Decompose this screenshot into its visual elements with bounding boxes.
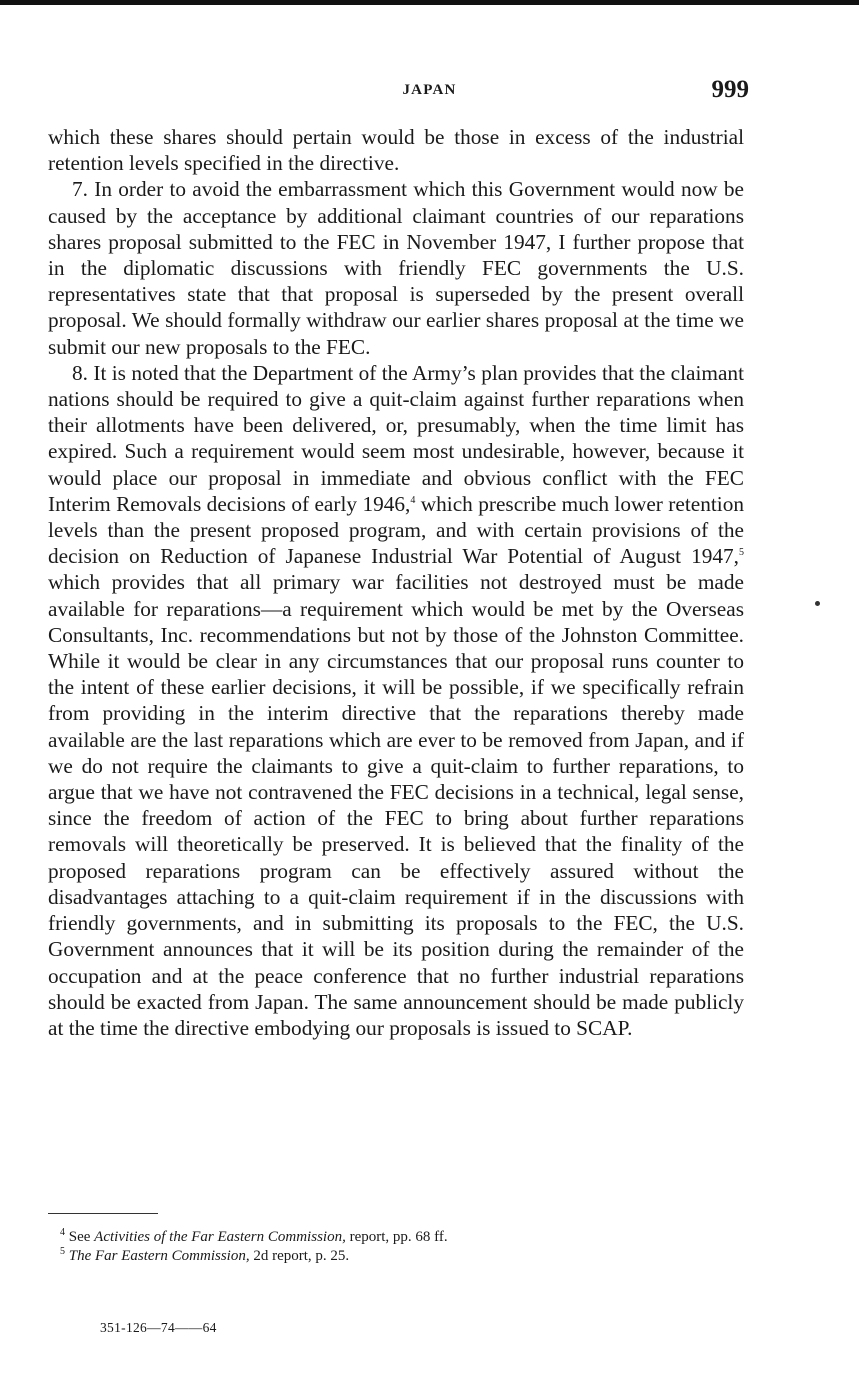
text-run: which prescribe much lower retention levels than the present proposed program, and with certain provisions of the decision on Reduction of Japanese Industrial War Potential of August 1947, — [48, 491, 744, 569]
text-run: report, pp. 68 ff. — [345, 1229, 448, 1245]
footnote-rule — [48, 1213, 158, 1214]
footnotes — [60, 1228, 750, 1266]
footnote-marker: 5 — [60, 1246, 65, 1257]
page-number: 999 — [711, 76, 749, 103]
text-run: 8. It is noted that the Department of the Army’s plan provides that the claimant nations should be required to give a quit-claim against further reparations when their allotments have been delivered, or, presumably, when the time limit has expired. Such a requirement would seem most undesirable, however, because it would place our proposal in immediate and obvious conflict with the FEC Interim Removals decisions of early 1946, — [48, 360, 744, 516]
footnote-marker: 4 — [60, 1227, 65, 1238]
footnote — [60, 1247, 750, 1266]
stray-mark — [815, 601, 820, 606]
footnote-marker: 5 — [739, 547, 744, 559]
text-run: 2d report, p. 25. — [249, 1248, 350, 1264]
running-header: JAPAN — [402, 82, 457, 98]
body-text — [48, 124, 744, 1041]
italic-title: Activities of the Far Eastern Commission, — [94, 1229, 346, 1245]
text-run: See — [65, 1229, 95, 1245]
paragraph — [48, 176, 744, 359]
top-rule — [0, 0, 859, 5]
text-run: which these shares should pertain would be those in excess of the industrial retention levels specified in the directive. — [48, 125, 744, 176]
footnote — [60, 1228, 750, 1247]
paragraph — [48, 360, 744, 1041]
paragraph — [48, 124, 744, 176]
footnote-marker: 4 — [410, 494, 416, 506]
print-code: 351-126—74——64 — [100, 1320, 217, 1335]
text-run: 7. In order to avoid the embarrassment which this Government would now be caused by the acceptance by additional claimant countries of our reparations shares proposal submitted to the FEC in November 1947, I further propose that in the diplomatic discussions with friendly FEC governments the U.S. representatives state that that proposal is superseded by the present overall proposal. We should formally withdraw our earlier shares proposal at the time we submit our new proposals to the FEC. — [48, 177, 744, 359]
text-run: which provides that all primary war facilities not destroyed must be made available for reparations—a requirement which would be met by the Overseas Consultants, Inc. recommendations but not by those of the Johnston Committee. While it would be clear in any circumstances that our proposal runs counter to the intent of these earlier decisions, it will be possible, if we specifically refrain from providing in the interim directive that the reparations thereby made available are the last reparations which are ever to be removed from Japan, and if we do not require the claimants to give a quit-claim to further reparations, to argue that we have not contravened the FEC decisions in a technical, legal sense, since the freedom of action of the FEC to bring about further reparations removals will theoretically be preserved. It is believed that the finality of the proposed reparations program can be effectively assured without the disadvantages attaching to a quit-claim requirement if in the discussions with friendly governments, and in submitting its proposals to the FEC, the U.S. Government announces that it will be its position during the remainder of the occupation and at the peace conference that no further industrial reparations should be exacted from Japan. The same announcement should be made publicly at the time the directive embodying our proposals is issued to SCAP. — [48, 570, 744, 1040]
italic-title: The Far Eastern Commission, — [68, 1248, 250, 1264]
